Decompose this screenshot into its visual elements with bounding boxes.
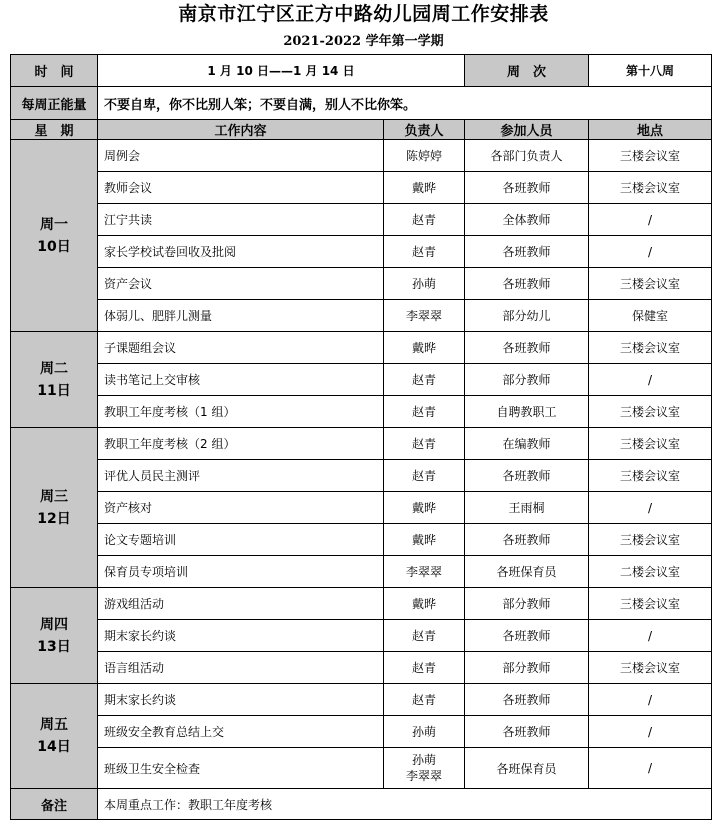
semester-subtitle: 2021-2022 学年第一学期: [283, 34, 444, 49]
table-row: [11, 748, 712, 789]
header-content: 工作内容: [98, 120, 384, 140]
task-location: 三楼会议室: [589, 332, 712, 364]
task-location: /: [589, 716, 712, 748]
task-owner: 赵青: [384, 652, 465, 684]
task-location: /: [589, 204, 712, 236]
day-date: 10日: [37, 238, 71, 255]
task-location: /: [589, 684, 712, 716]
table-row: [11, 716, 712, 748]
task-content: 评优人员民主测评: [98, 460, 384, 492]
motto-text: 不要自卑，你不比别人笨；不要自满，别人不比你笨。: [98, 87, 712, 120]
header-owner: 负责人: [384, 120, 465, 140]
task-participants: 各班教师: [465, 332, 589, 364]
page-title: 南京市江宁区正方中路幼儿园周工作安排表: [178, 3, 549, 25]
task-owner: 戴晔: [384, 332, 465, 364]
task-participants: 各班教师: [465, 684, 589, 716]
task-location: 二楼会议室: [589, 556, 712, 588]
motto-row: [11, 87, 712, 120]
task-content: 资产核对: [98, 492, 384, 524]
task-content: 子课题组会议: [98, 332, 384, 364]
task-owner: 孙萌: [384, 716, 465, 748]
header-location: 地点: [589, 120, 712, 140]
task-participants: 在编教师: [465, 428, 589, 460]
task-participants: 部分教师: [465, 652, 589, 684]
task-content: 资产会议: [98, 268, 384, 300]
task-content: 期末家长约谈: [98, 620, 384, 652]
task-owner: 陈婷婷: [384, 140, 465, 172]
task-content: 读书笔记上交审核: [98, 364, 384, 396]
table-row: [11, 524, 712, 556]
task-location: 三楼会议室: [589, 172, 712, 204]
table-row: [11, 684, 712, 716]
week-label: 周 次: [465, 55, 589, 87]
task-location: 三楼会议室: [589, 140, 712, 172]
header-participants: 参加人员: [465, 120, 589, 140]
task-owner: [384, 748, 465, 789]
task-owner: 赵青: [384, 236, 465, 268]
task-location: /: [589, 492, 712, 524]
day-cell: [11, 588, 98, 684]
table-row: [11, 172, 712, 204]
task-content: 家长学校试卷回收及批阅: [98, 236, 384, 268]
task-owner: 赵青: [384, 428, 465, 460]
task-participants: 自聘教职工: [465, 396, 589, 428]
time-value: 1 月 10 日——1 月 14 日: [98, 55, 465, 87]
table-row: [11, 268, 712, 300]
task-owner: 赵青: [384, 460, 465, 492]
task-content: 教职工年度考核（1 组）: [98, 396, 384, 428]
task-content: 体弱儿、肥胖儿测量: [98, 300, 384, 332]
table-row: [11, 364, 712, 396]
table-row: [11, 556, 712, 588]
table-row: [11, 620, 712, 652]
task-participants: 各班教师: [465, 524, 589, 556]
day-date: 13日: [37, 638, 71, 655]
task-content: 班级安全教育总结上交: [98, 716, 384, 748]
schedule-table: [10, 54, 712, 820]
header-day: 星 期: [11, 120, 98, 140]
task-location: /: [589, 620, 712, 652]
day-date: 14日: [37, 739, 71, 755]
task-owner: 戴晔: [384, 588, 465, 620]
day-cell: [11, 140, 98, 332]
task-participants: 各班教师: [465, 620, 589, 652]
table-row: [11, 588, 712, 620]
remarks-row: [11, 789, 712, 820]
task-participants: 各班教师: [465, 716, 589, 748]
task-location: 三楼会议室: [589, 396, 712, 428]
task-owner: 赵青: [384, 364, 465, 396]
task-content: 教职工年度考核（2 组）: [98, 428, 384, 460]
task-content: 班级卫生安全检查: [98, 748, 384, 789]
day-date: 12日: [37, 510, 71, 527]
table-row: [11, 460, 712, 492]
task-content: 周例会: [98, 140, 384, 172]
task-owner: 赵青: [384, 204, 465, 236]
day-cell: [11, 332, 98, 428]
day-name: 周五: [40, 717, 68, 733]
task-location: /: [589, 236, 712, 268]
info-row: [11, 55, 712, 87]
task-owner: 赵青: [384, 684, 465, 716]
day-name: 周二: [40, 360, 68, 377]
day-name: 周三: [40, 488, 68, 505]
day-name: 周四: [40, 616, 68, 633]
task-participants: 各班教师: [465, 172, 589, 204]
task-participants: 全体教师: [465, 204, 589, 236]
header-row: [11, 120, 712, 140]
task-location: 三楼会议室: [589, 428, 712, 460]
task-content: 保育员专项培训: [98, 556, 384, 588]
day-date: 11日: [37, 382, 71, 399]
task-content: 语言组活动: [98, 652, 384, 684]
task-owner: 戴晔: [384, 524, 465, 556]
task-location: 三楼会议室: [589, 588, 712, 620]
task-owner: 戴晔: [384, 492, 465, 524]
task-participants: 各班教师: [465, 268, 589, 300]
remarks-label: 备注: [11, 789, 98, 820]
task-owner-name: 孙萌: [411, 753, 436, 767]
task-participants: 各班教师: [465, 460, 589, 492]
table-row: [11, 236, 712, 268]
task-participants: 各班教师: [465, 236, 589, 268]
time-label: 时 间: [11, 55, 98, 87]
task-content: 江宁共读: [98, 204, 384, 236]
task-participants: 各部门负责人: [465, 140, 589, 172]
task-content: 教师会议: [98, 172, 384, 204]
motto-label: 每周正能量: [11, 87, 98, 120]
day-cell: [11, 684, 98, 789]
task-location: 三楼会议室: [589, 652, 712, 684]
task-location: /: [589, 748, 712, 789]
day-name: 周一: [40, 216, 68, 233]
task-owner: 李翠翠: [384, 300, 465, 332]
task-participants: 各班保育员: [465, 556, 589, 588]
task-participants: 部分教师: [465, 588, 589, 620]
task-owner: 李翠翠: [384, 556, 465, 588]
task-owner: 赵青: [384, 620, 465, 652]
task-location: /: [589, 364, 712, 396]
task-owner: 赵青: [384, 396, 465, 428]
task-location: 三楼会议室: [589, 460, 712, 492]
week-value: 第十八周: [589, 55, 712, 87]
task-location: 三楼会议室: [589, 524, 712, 556]
table-row: [11, 396, 712, 428]
task-owner: 孙萌: [384, 268, 465, 300]
task-location: 保健室: [589, 300, 712, 332]
table-row: [11, 300, 712, 332]
task-content: 游戏组活动: [98, 588, 384, 620]
task-location: 三楼会议室: [589, 268, 712, 300]
day-cell: [11, 428, 98, 588]
table-row: [11, 652, 712, 684]
task-content: 论文专题培训: [98, 524, 384, 556]
task-participants: 王雨桐: [465, 492, 589, 524]
task-content: 期末家长约谈: [98, 684, 384, 716]
task-owner-name-2: 李翠翠: [405, 769, 442, 783]
remarks-text: 本周重点工作：教职工年度考核: [98, 789, 712, 820]
task-participants: 部分教师: [465, 364, 589, 396]
table-row: [11, 492, 712, 524]
table-row: [11, 332, 712, 364]
task-owner: 戴晔: [384, 172, 465, 204]
task-participants: 各班保育员: [465, 748, 589, 789]
table-row: [11, 428, 712, 460]
table-row: [11, 204, 712, 236]
table-row: [11, 140, 712, 172]
task-participants: 部分幼儿: [465, 300, 589, 332]
